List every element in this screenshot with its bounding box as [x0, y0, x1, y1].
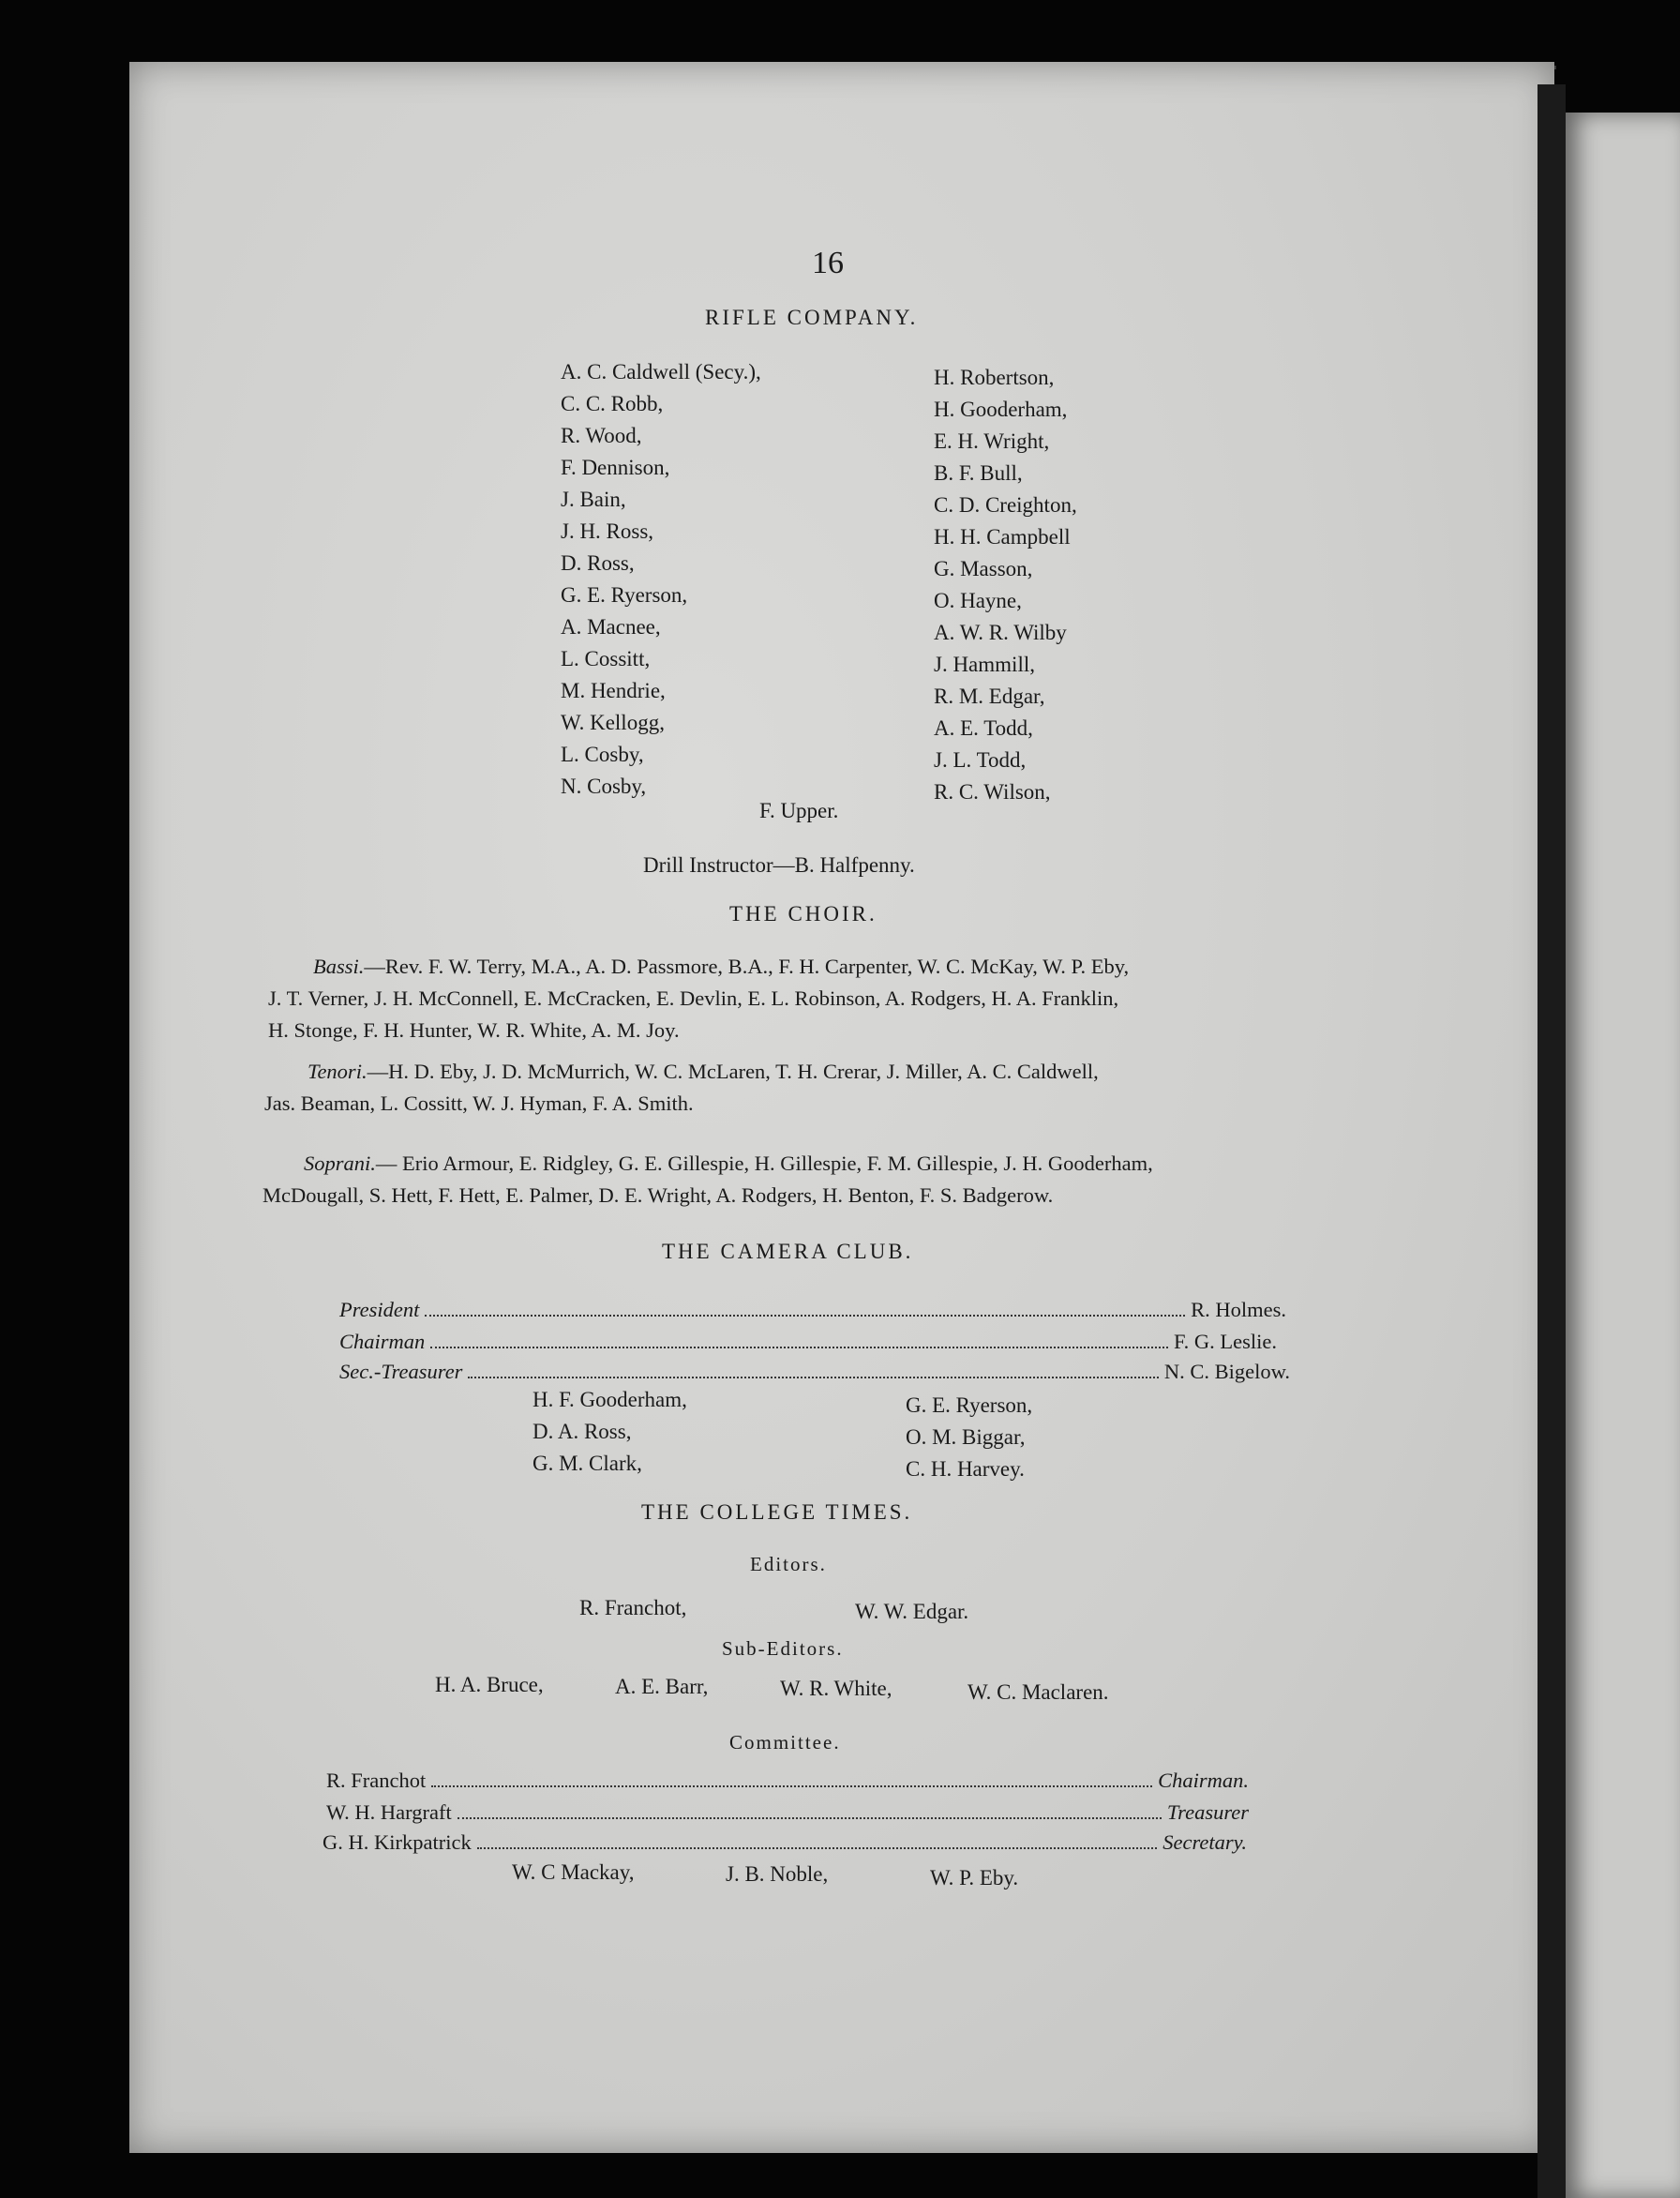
soprani-label: Soprani. — [304, 1152, 376, 1175]
list-item: G. E. Ryerson, — [906, 1393, 1033, 1417]
choir-heading: THE CHOIR. — [729, 902, 878, 926]
list-item: M. Hendrie, — [561, 679, 666, 702]
officer-name: F. G. Leslie. — [1173, 1330, 1277, 1353]
choir-bassi — [268, 951, 1365, 1046]
committee-row — [322, 1830, 1247, 1855]
list-item: A. Macnee, — [561, 615, 661, 639]
officer-row — [339, 1330, 1277, 1354]
committee-name: G. H. Kirkpatrick — [322, 1830, 472, 1854]
list-item: D. A. Ross, — [532, 1420, 632, 1443]
officer-role: President — [339, 1298, 420, 1321]
list-item: C. C. Robb, — [561, 392, 664, 415]
committee-heading: Committee. — [729, 1731, 841, 1754]
list-item: A. E. Todd, — [934, 716, 1033, 740]
sub-editors-heading: Sub-Editors. — [722, 1637, 844, 1660]
choir-soprani — [262, 1148, 1359, 1212]
officer-row — [339, 1298, 1286, 1322]
list-item: R. Wood, — [561, 424, 642, 447]
soprani-line: McDougall, S. Hett, F. Hett, E. Palmer, D. E. Wright, A. Rodgers, H. Benton, F. S. Badgerow. — [262, 1183, 1054, 1207]
committee-role: Treasurer — [1166, 1800, 1249, 1824]
list-item: G. M. Clark, — [532, 1452, 642, 1475]
committee-row — [326, 1769, 1249, 1793]
choir-tenori — [264, 1056, 1361, 1120]
bassi-line: —Rev. F. W. Terry, M.A., A. D. Passmore, B.A., F. H. Carpenter, W. C. McKay, W. P. Eby, — [364, 955, 1130, 978]
camera-club-heading: THE CAMERA CLUB. — [662, 1240, 914, 1263]
list-item: H. Gooderham, — [934, 398, 1068, 421]
tenori-label: Tenori. — [308, 1060, 368, 1083]
rifle-right-column — [934, 362, 1077, 808]
editor-name: W. W. Edgar. — [855, 1600, 969, 1623]
list-item: J. Hammill, — [934, 653, 1035, 676]
committee-member: W. P. Eby. — [930, 1866, 1019, 1889]
bassi-line: J. T. Verner, J. H. McConnell, E. McCracken, E. Devlin, E. L. Robinson, A. Rodgers, H. A. Franklin, — [268, 986, 1119, 1010]
college-times-heading: THE COLLEGE TIMES. — [641, 1500, 913, 1524]
rifle-company-heading: RIFLE COMPANY. — [705, 306, 919, 329]
tenori-line: Jas. Beaman, L. Cossitt, W. J. Hyman, F. A. Smith. — [264, 1091, 694, 1115]
list-item: J. H. Ross, — [561, 519, 654, 543]
list-item: G. E. Ryerson, — [561, 583, 688, 607]
officer-role: Chairman — [339, 1330, 426, 1353]
list-item: J. L. Todd, — [934, 748, 1027, 772]
list-item: G. Masson, — [934, 557, 1033, 580]
committee-member: W. C Mackay, — [512, 1860, 635, 1884]
officer-role: Sec.-Treasurer — [339, 1360, 463, 1383]
sub-editor-name: H. A. Bruce, — [435, 1673, 544, 1696]
list-item: H. Robertson, — [934, 366, 1055, 389]
camera-members-right — [906, 1390, 1032, 1485]
soprani-line: — Erio Armour, E. Ridgley, G. E. Gillespie, H. Gillespie, F. M. Gillespie, J. H. Gooderham, — [375, 1152, 1153, 1175]
editors-heading: Editors. — [750, 1553, 827, 1575]
dot-leader — [477, 1847, 1158, 1849]
list-item: H. F. Gooderham, — [532, 1388, 687, 1411]
list-item: A. W. R. Wilby — [934, 621, 1067, 644]
rifle-left-column — [561, 356, 761, 803]
committee-role: Secretary. — [1162, 1830, 1247, 1854]
dot-leader — [458, 1817, 1162, 1819]
officer-name: N. C. Bigelow. — [1163, 1360, 1290, 1383]
list-item: A. C. Caldwell (Secy.), — [561, 360, 761, 384]
sub-editor-name: W. C. Maclaren. — [968, 1680, 1109, 1704]
list-item: F. Dennison, — [561, 456, 670, 479]
committee-member: J. B. Noble, — [726, 1862, 829, 1886]
sub-editor-name: A. E. Barr, — [615, 1675, 709, 1698]
list-item: N. Cosby, — [561, 775, 647, 798]
rifle-last-member: F. Upper. — [759, 799, 839, 822]
page-number: 16 — [812, 246, 844, 280]
book-spine — [1538, 84, 1566, 2198]
drill-instructor: Drill Instructor—B. Halfpenny. — [643, 853, 915, 877]
bassi-line: H. Stonge, F. H. Hunter, W. R. White, A. M. Joy. — [268, 1018, 680, 1042]
dot-leader — [468, 1377, 1158, 1378]
dot-leader — [425, 1315, 1185, 1317]
committee-row — [326, 1800, 1249, 1825]
list-item: B. F. Bull, — [934, 461, 1023, 485]
committee-name: R. Franchot — [326, 1769, 427, 1792]
list-item: E. H. Wright, — [934, 429, 1050, 453]
tenori-line: —H. D. Eby, J. D. McMurrich, W. C. McLaren, T. H. Crerar, J. Miller, A. C. Caldwell, — [367, 1060, 1099, 1083]
list-item: L. Cosby, — [561, 743, 644, 766]
officer-name: R. Holmes. — [1191, 1298, 1286, 1321]
camera-members-left — [532, 1384, 687, 1480]
list-item: L. Cossitt, — [561, 647, 651, 670]
facing-page-edge — [1566, 113, 1680, 2198]
list-item: R. C. Wilson, — [934, 780, 1051, 804]
list-item: J. Bain, — [561, 488, 626, 511]
dot-leader — [431, 1785, 1152, 1787]
officer-row — [339, 1360, 1290, 1384]
dot-leader — [430, 1347, 1168, 1348]
committee-name: W. H. Hargraft — [326, 1800, 452, 1824]
list-item: H. H. Campbell — [934, 525, 1071, 549]
bassi-label: Bassi. — [313, 955, 365, 978]
list-item: C. D. Creighton, — [934, 493, 1077, 517]
list-item: C. H. Harvey. — [906, 1457, 1025, 1481]
editor-name: R. Franchot, — [579, 1596, 687, 1619]
committee-role: Chairman. — [1158, 1769, 1249, 1792]
list-item: O. Hayne, — [934, 589, 1022, 612]
list-item: W. Kellogg, — [561, 711, 665, 734]
list-item: O. M. Biggar, — [906, 1425, 1026, 1449]
list-item: D. Ross, — [561, 551, 635, 575]
list-item: R. M. Edgar, — [934, 685, 1045, 708]
sub-editor-name: W. R. White, — [780, 1677, 892, 1700]
